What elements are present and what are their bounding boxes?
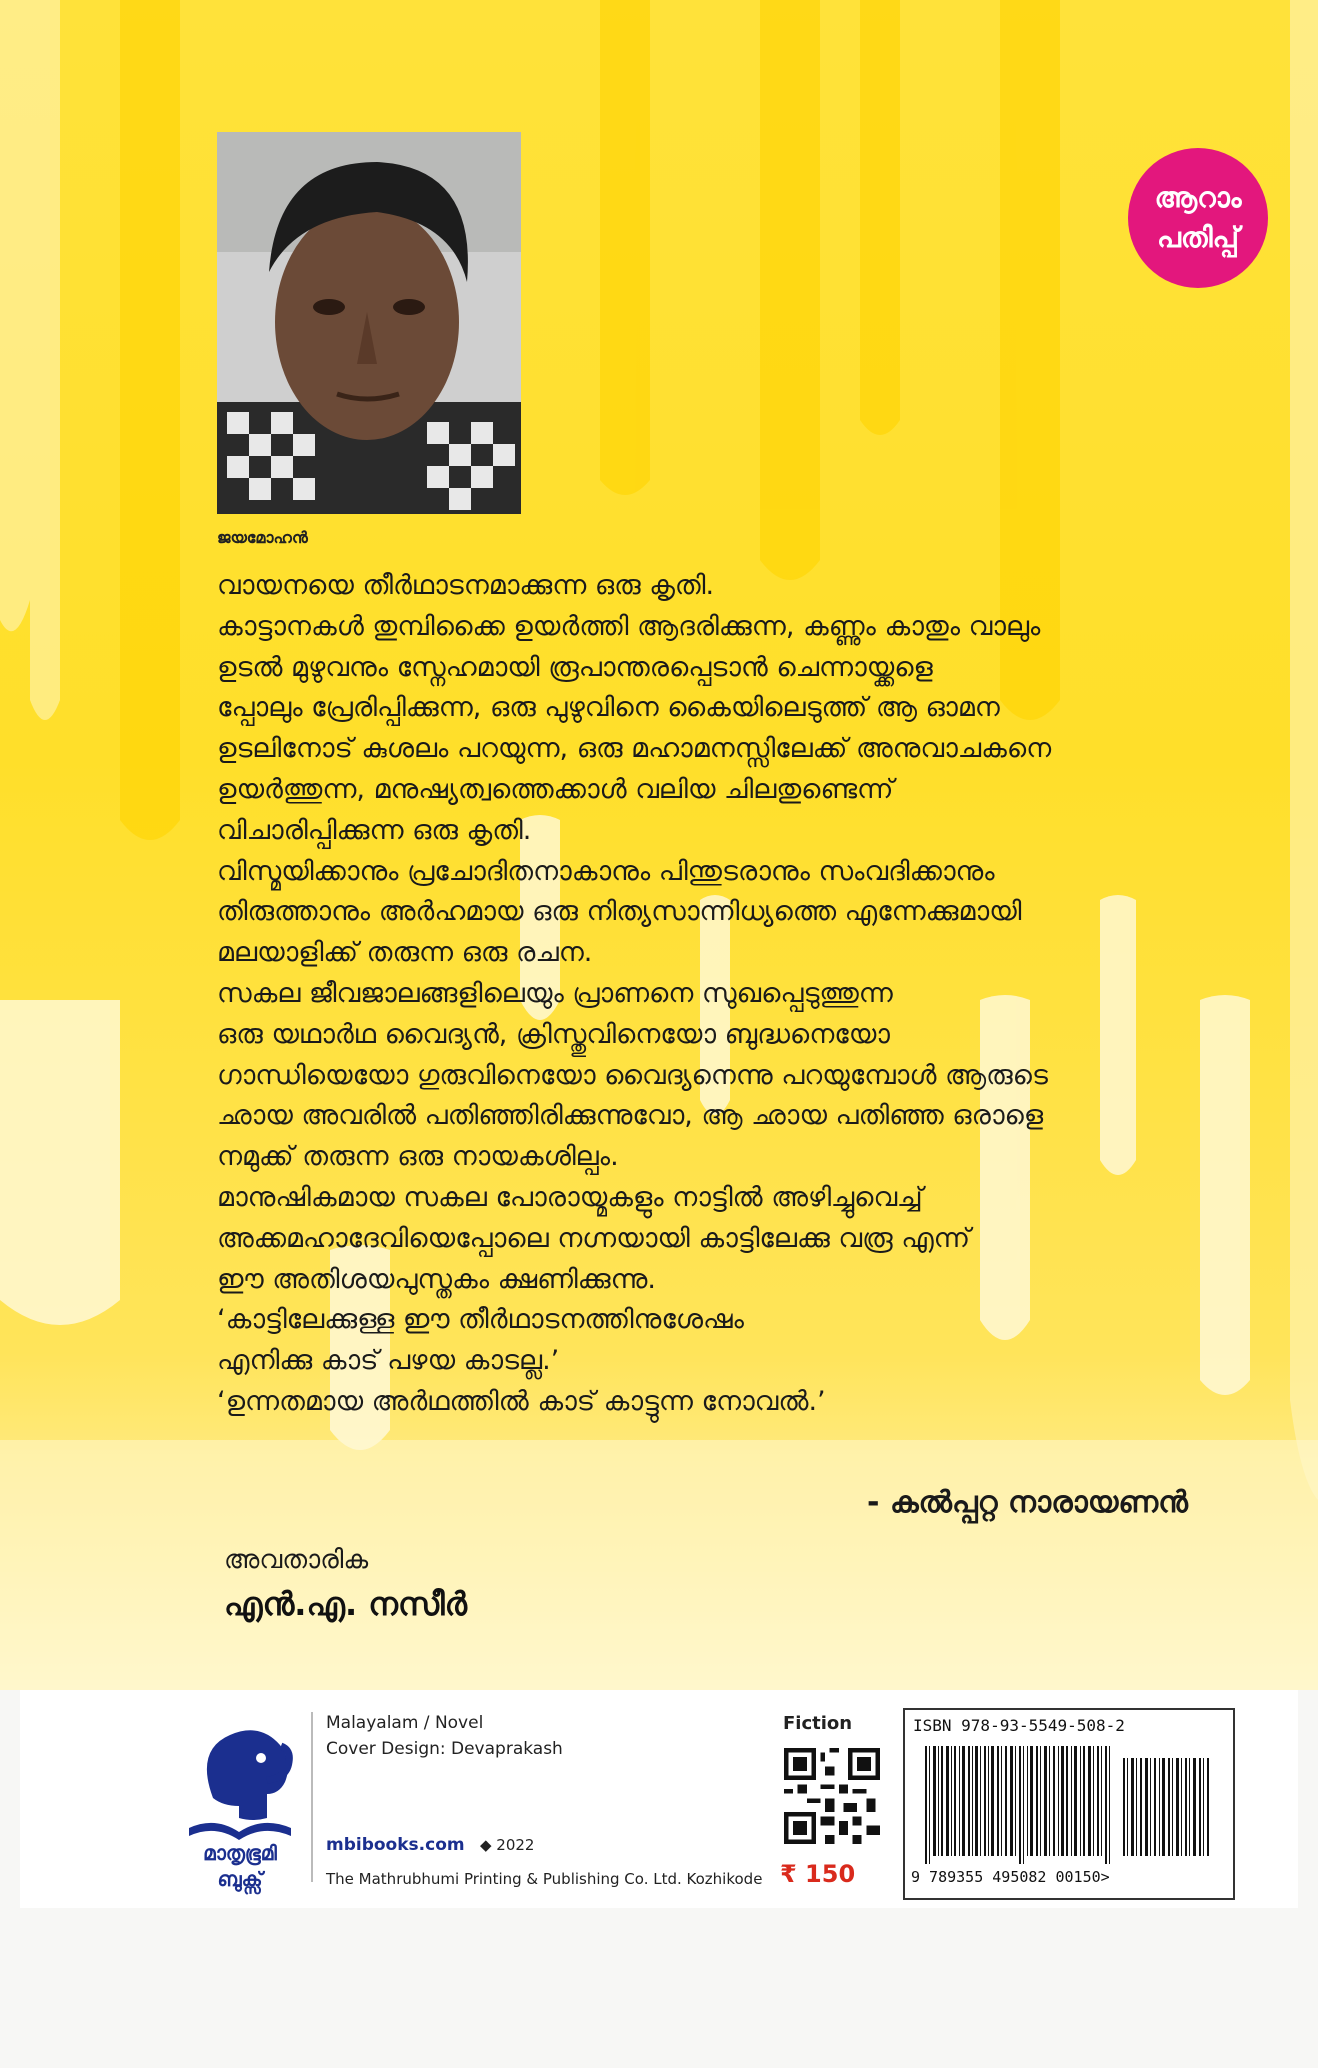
blurb-line: ഛായ അവരിൽ പതിഞ്ഞിരിക്കുന്നുവോ, ആ ഛായ പതിഞ്ഞ ഒരാളെ	[217, 1100, 1044, 1132]
author-caption: ജയമോഹൻ	[217, 528, 308, 547]
qr-code-icon	[784, 1748, 880, 1844]
website-link[interactable]: mbibooks.com	[326, 1835, 465, 1855]
blurb-line: ‘ഉന്നതമായ അർഥത്തിൽ കാട് കാട്ടുന്ന നോവൽ.’	[217, 1385, 826, 1417]
blurb-line: ഈ അതിശയപുസ്തകം ക്ഷണിക്കുന്നു.	[217, 1263, 656, 1295]
blurb-line: മാനുഷികമായ സകല പോരായ്മകളും നാട്ടിൽ അഴിച്ചുവെച്ച്	[217, 1181, 923, 1213]
publisher-logo-text	[180, 1840, 300, 1892]
author-photo	[217, 132, 521, 514]
category-label: Fiction	[783, 1713, 853, 1734]
logo-line2: ബുക്സ്	[217, 1867, 263, 1891]
blurb-line: ‘കാട്ടിലേക്കുള്ള ഈ തീർഥാടനത്തിനുശേഷം	[217, 1304, 744, 1336]
blurb-line: സകല ജീവജാലങ്ങളിലെയും പ്രാണനെ സുഖപ്പെടുത്തുന്ന	[217, 977, 893, 1009]
isbn-text: ISBN 978-93-5549-508-2	[913, 1716, 1125, 1735]
blurb-line: തിരുത്താനും അർഹമായ ഒരു നിത്യസാന്നിധ്യത്തെ എന്നേക്കുമായി	[217, 896, 1022, 928]
badge-line1: ആറാം	[1154, 181, 1242, 214]
barcode-digits: 9 789355 495082 00150>	[911, 1868, 1110, 1886]
edition-badge	[1128, 148, 1268, 288]
blurb-line: ഗാന്ധിയെയോ ഗുരുവിനെയോ വൈദ്യനെന്നു പറയുമ്പോൾ ആരുടെ	[217, 1059, 1048, 1091]
blurb-line: വിസ്മയിക്കാനും പ്രചോദിതനാകാനും പിന്തുടരാനും സംവദിക്കാനും	[217, 855, 995, 887]
blurb-line: പ്പോലും പ്രേരിപ്പിക്കുന്ന, ഒരു പുഴുവിനെ കൈയിലെടുത്ത് ആ ഓമന	[217, 692, 1000, 724]
blurb-line: മലയാളിക്ക് തരുന്ന ഒരു രചന.	[217, 937, 593, 969]
blurb-line: ഉടലിനോട് കുശലം പറയുന്ന, ഒരു മഹാമനസ്സിലേക്ക് അനുവാചകനെ	[217, 733, 1052, 765]
blurb-text	[217, 566, 1217, 1423]
logo-line1: മാതൃഭൂമി	[203, 1841, 277, 1865]
blurb-line: കാട്ടാനകൾ തുമ്പിക്കൈ ഉയർത്തി ആദരിക്കുന്ന, കണ്ണും കാതും വാലും	[217, 610, 1041, 642]
isbn-box	[903, 1708, 1235, 1900]
year-text: ◆ 2022	[480, 1836, 535, 1854]
barcode-icon	[923, 1746, 1215, 1864]
divider	[311, 1712, 313, 1882]
price: ₹ 150	[780, 1860, 856, 1888]
genre-line: Malayalam / Novel	[326, 1713, 484, 1733]
printer-line: The Mathrubhumi Printing & Publishing Co. Ltd. Kozhikode	[326, 1870, 763, 1888]
blurb-line: അക്കമഹാദേവിയെപ്പോലെ നഗ്നയായി കാട്ടിലേക്കു വരൂ എന്ന്	[217, 1222, 971, 1254]
intro-name: എൻ.എ. നസീർ	[224, 1585, 468, 1623]
intro-label: അവതാരിക	[224, 1545, 369, 1575]
blurb-line: എനിക്കു കാട് പഴയ കാടല്ല.’	[217, 1345, 560, 1377]
blurb-line: ഒരു യഥാർഥ വൈദ്യൻ, ക്രിസ്തുവിനെയോ ബുദ്ധനെയോ	[217, 1018, 890, 1050]
blurb-line: വിചാരിപ്പിക്കുന്ന ഒരു കൃതി.	[217, 814, 532, 846]
blurb-line: ഉയർത്തുന്ന, മനുഷ്യത്വത്തെക്കാൾ വലിയ ചിലതുണ്ടെന്ന്	[217, 773, 894, 805]
blurb-line: വായനയെ തീർഥാടനമാക്കുന്ന ഒരു കൃതി.	[217, 570, 715, 601]
badge-line2: പതിപ്പ്	[1156, 221, 1240, 254]
cover-design-line: Cover Design: Devaprakash	[326, 1739, 563, 1759]
quote-author: - കൽപ്പറ്റ നാരായണൻ	[867, 1485, 1188, 1520]
blurb-line: ഉടൽ മുഴുവനും സ്നേഹമായി രൂപാന്തരപ്പെടാൻ ചെന്നായ്ക്കളെ	[217, 651, 933, 683]
blurb-line: നമുക്ക് തരുന്ന ഒരു നായകശില്പം.	[217, 1141, 619, 1173]
